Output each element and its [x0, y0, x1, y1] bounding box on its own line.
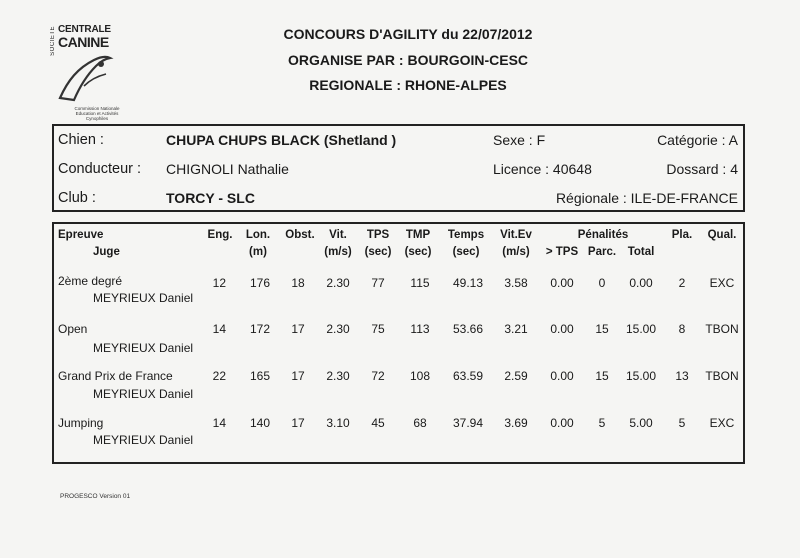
row1-pen-tps: 0.00 — [550, 276, 574, 290]
row1-tps: 77 — [371, 276, 385, 290]
header-epreuve: Epreuve — [58, 229, 104, 241]
row4-vitev: 3.69 — [504, 416, 528, 430]
logo-line2: CANINE — [58, 34, 109, 50]
header-penalites: Pénalités — [577, 229, 629, 241]
row4-pla: 5 — [678, 416, 686, 430]
header-pla: Pla. — [671, 229, 693, 241]
row4-qual: EXC — [709, 416, 735, 430]
chien-value: CHUPA CHUPS BLACK (Shetland ) — [166, 132, 397, 148]
row2-pla: 8 — [678, 322, 686, 336]
row1-epreuve: 2ème degré — [58, 274, 123, 288]
row2-pen-parc: 15 — [595, 322, 609, 336]
row2-pen-tps: 0.00 — [550, 322, 574, 336]
row4-juge: MEYRIEUX Daniel — [93, 433, 194, 447]
row1-pla: 2 — [678, 276, 686, 290]
header-tps: TPS — [366, 229, 390, 241]
row1-pen-total: 0.00 — [629, 276, 653, 290]
header-vitev: Vit.Ev — [500, 229, 532, 241]
row3-eng: 22 — [212, 369, 226, 383]
chien-label: Chien : — [58, 132, 104, 148]
row4-tmp: 68 — [413, 416, 427, 430]
row4-epreuve: Jumping — [58, 416, 104, 430]
row3-obst: 17 — [291, 369, 305, 383]
row3-pen-total: 15.00 — [625, 369, 657, 383]
row3-vitev: 2.59 — [504, 369, 528, 383]
row4-pen-total: 5.00 — [629, 416, 653, 430]
header-temps: Temps — [447, 229, 485, 241]
row4-temps: 37.94 — [452, 416, 484, 430]
logo-vertical-text: SOCIETE — [50, 26, 56, 56]
row4-vit: 3.10 — [326, 416, 350, 430]
row2-tps: 75 — [371, 322, 385, 336]
row2-qual: TBON — [705, 322, 739, 336]
licence: Licence : 40648 — [493, 161, 592, 177]
logo-line1: CENTRALE — [58, 24, 111, 35]
row2-pen-total: 15.00 — [625, 322, 657, 336]
header-obst: Obst. — [285, 229, 315, 241]
sexe: Sexe : F — [493, 132, 546, 148]
header-line2: ORGANISE PAR : BOURGOIN-CESC — [287, 52, 529, 68]
row3-pen-parc: 15 — [595, 369, 609, 383]
row3-tmp: 108 — [409, 369, 431, 383]
header-qual: Qual. — [707, 229, 737, 241]
row3-tps: 72 — [371, 369, 385, 383]
logo-subtitle: Commission Nationale Education et Activités Cynophiles — [74, 106, 120, 121]
header-line3: REGIONALE : RHONE-ALPES — [309, 77, 507, 93]
header-vit-unit: (m/s) — [324, 246, 352, 258]
row3-pen-tps: 0.00 — [550, 369, 574, 383]
row1-qual: EXC — [709, 276, 735, 290]
conducteur-value: CHIGNOLI Nathalie — [166, 161, 289, 177]
row1-lon: 176 — [249, 276, 271, 290]
row1-temps: 49.13 — [452, 276, 484, 290]
row1-juge: MEYRIEUX Daniel — [93, 291, 194, 305]
regionale: Régionale : ILE-DE-FRANCE — [555, 190, 738, 206]
row2-tmp: 113 — [410, 322, 430, 336]
row4-lon: 140 — [249, 416, 271, 430]
header-juge: Juge — [93, 246, 120, 258]
row3-juge: MEYRIEUX Daniel — [93, 387, 194, 401]
row3-temps: 63.59 — [452, 369, 484, 383]
row4-pen-tps: 0.00 — [550, 416, 574, 430]
row2-eng: 14 — [212, 322, 226, 336]
row1-obst: 18 — [291, 276, 305, 290]
header-pen-total: Total — [627, 246, 655, 258]
row2-obst: 17 — [291, 322, 305, 336]
dossard: Dossard : 4 — [666, 161, 738, 177]
header-pen-parc: Parc. — [587, 246, 617, 258]
categorie: Catégorie : A — [657, 132, 738, 148]
row1-vit: 2.30 — [326, 276, 350, 290]
software-version: PROGESCO Version 01 — [60, 493, 131, 500]
row2-epreuve: Open — [58, 322, 88, 336]
row3-epreuve: Grand Prix de France — [58, 369, 173, 383]
header-line1: CONCOURS D'AGILITY du 22/07/2012 — [283, 26, 533, 42]
row3-pla: 13 — [675, 369, 689, 383]
header-pen-tps: > TPS — [545, 246, 579, 258]
row2-vitev: 3.21 — [504, 322, 528, 336]
conducteur-label: Conducteur : — [58, 161, 142, 177]
header-temps-unit: (sec) — [452, 246, 480, 258]
row1-eng: 12 — [212, 276, 226, 290]
row3-qual: TBON — [705, 369, 739, 383]
header-tps-unit: (sec) — [364, 246, 392, 258]
row2-temps: 53.66 — [452, 322, 484, 336]
row4-pen-parc: 5 — [598, 416, 606, 430]
club-label: Club : — [58, 190, 96, 206]
header-tmp: TMP — [405, 229, 431, 241]
row4-obst: 17 — [291, 416, 305, 430]
header-lon: Lon. — [245, 229, 271, 241]
row3-lon: 165 — [249, 369, 271, 383]
header-eng: Eng. — [207, 229, 233, 241]
row2-juge: MEYRIEUX Daniel — [93, 341, 194, 355]
header-vit: Vit. — [329, 229, 347, 241]
row2-lon: 172 — [249, 322, 271, 336]
row4-eng: 14 — [212, 416, 226, 430]
header-lon-unit: (m) — [249, 246, 267, 258]
row4-tps: 45 — [371, 416, 385, 430]
header-vitev-unit: (m/s) — [502, 246, 530, 258]
row1-tmp: 115 — [410, 276, 430, 290]
row2-vit: 2.30 — [326, 322, 350, 336]
row3-vit: 2.30 — [326, 369, 350, 383]
club-value: TORCY - SLC — [166, 190, 255, 206]
row1-vitev: 3.58 — [504, 276, 528, 290]
row1-pen-parc: 0 — [598, 276, 606, 290]
header-tmp-unit: (sec) — [404, 246, 432, 258]
